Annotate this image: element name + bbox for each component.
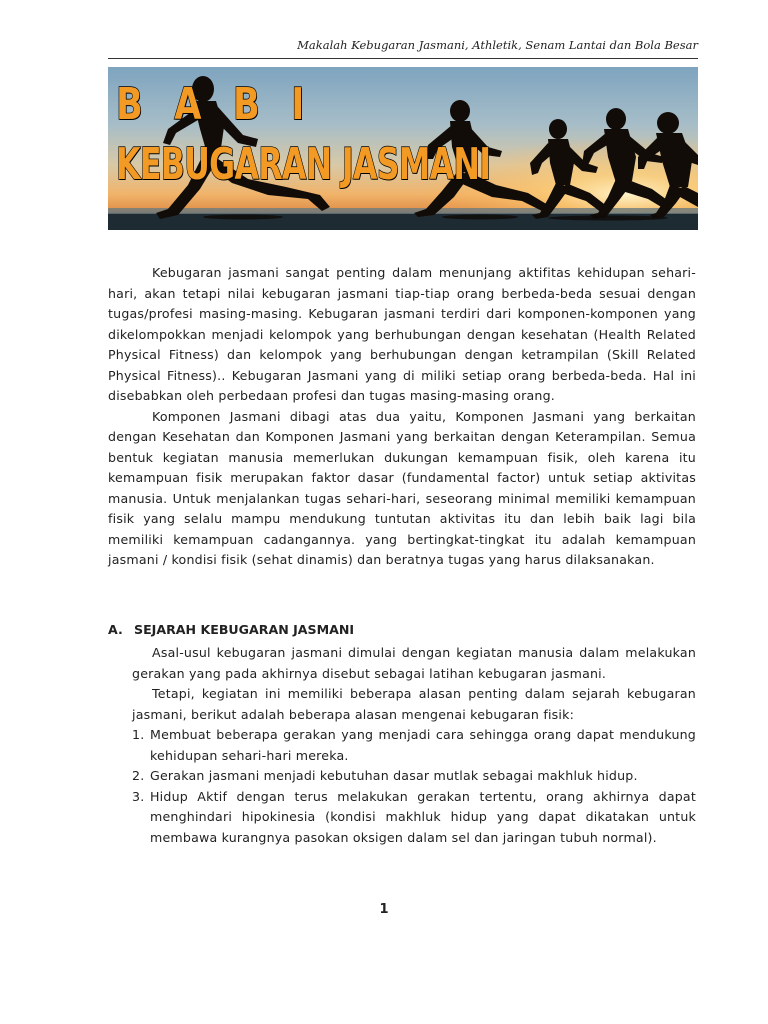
chapter-title: KEBUGARAN JASMANI	[116, 139, 491, 190]
section-a-paragraph-2: Tetapi, kegiatan ini memiliki beberapa alasan penting dalam sejarah kebugaran jasmani, berikut adalah beberapa alasan mengenai kebugaran fisik:	[132, 686, 696, 722]
section-a-heading	[108, 622, 354, 637]
page-number: 1	[379, 902, 389, 917]
section-a-paragraph-1: Asal-usul kebugaran jasmani dimulai dengan kegiatan manusia dalam melakukan gerakan yang pada akhirnya disebut sebagai latihan kebugaran jasmani.	[132, 645, 696, 681]
section-a-letter: A.	[108, 622, 123, 637]
list-number: 2.	[132, 768, 145, 783]
running-head: Makalah Kebugaran Jasmani, Athletik, Senam Lantai dan Bola Besar	[297, 38, 698, 52]
intro-paragraph-1: Kebugaran jasmani sangat penting dalam menunjang aktifitas kehidupan sehari-hari, akan tetapi nilai kebugaran jasmani tiap-tiap orang berbeda-beda sesuai dengan tugas/profesi masing-masing. Kebugaran jasmani terdiri dari komponen-komponen yang dikelompokkan menjadi kelompok yang berhubungan dengan kesehatan (Health Related Physical Fitness) dan kelompok yang berhubungan dengan ketrampilan (Skill Related Physical Fitness).. Kebugaran Jasmani yang di miliki setiap orang berbeda-beda. Hal ini disebabkan oleh perbedaan profesi dan tugas masing-masing orang.	[108, 265, 696, 403]
list-number: 1.	[132, 727, 145, 742]
chapter-banner	[108, 67, 698, 230]
intro-paragraph-2: Komponen Jasmani dibagi atas dua yaitu, Komponen Jasmani yang berkaitan dengan Kesehatan dan Komponen Jasmani yang berkaitan dengan Keterampilan. Semua bentuk kegiatan manusia memerlukan dukungan kemampuan fisik, oleh karena itu kemampuan fisik merupakan faktor dasar (fundamental factor) untuk setiap aktivitas manusia. Untuk menjalankan tugas sehari-hari, seseorang minimal memiliki kemampuan fisik yang selalu mampu mendukung tuntutan aktivitas itu dan lebih baik lagi bila memiliki kemampuan cadangannya. yang bertingkat-tingkat itu adalah kemampuan jasmani / kondisi fisik (sehat dinamis) dan beratnya tugas yang harus dilaksanakan.	[108, 408, 696, 567]
chapter-label: B A B I	[116, 79, 314, 130]
list-item	[132, 766, 696, 787]
header-rule	[108, 58, 698, 59]
list-item	[132, 725, 696, 766]
list-text: Gerakan jasmani menjadi kebutuhan dasar mutlak sebagai makhluk hidup.	[150, 768, 638, 783]
list-text: Membuat beberapa gerakan yang menjadi cara sehingga orang dapat mendukung kehidupan sehari-hari mereka.	[150, 727, 696, 763]
list-number: 3.	[132, 788, 145, 804]
list-text: Hidup Aktif dengan terus melakukan gerakan tertentu, orang akhirnya dapat menghindari hipokinesia (kondisi makhluk hidup yang dapat dikatakan untuk membawa kurangnya pasokan oksigen dalam sel dan jaringan tubuh normal).	[150, 788, 696, 845]
reasons-list	[132, 725, 696, 848]
section-a-body	[132, 643, 696, 848]
intro-text	[108, 263, 696, 571]
section-a-title: SEJARAH KEBUGARAN JASMANI	[134, 622, 355, 637]
list-item	[132, 787, 696, 849]
